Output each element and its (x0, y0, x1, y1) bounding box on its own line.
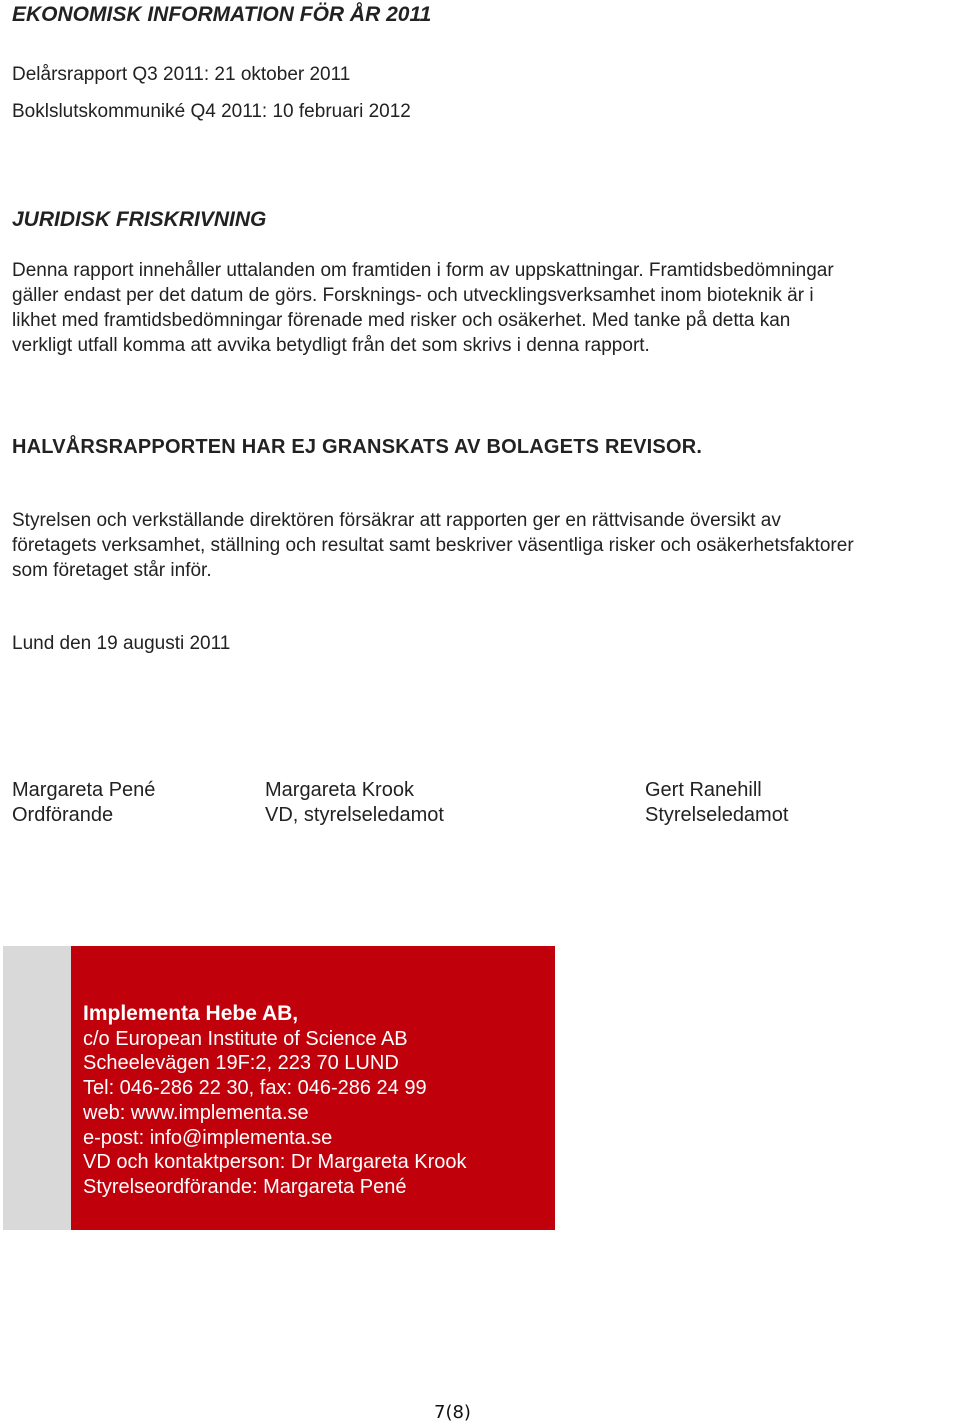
contact-phone-fax: Tel: 046-286 22 30, fax: 046-286 24 99 (83, 1077, 427, 1100)
disclaimer-line: verkligt utfall komma att avvika betydligt från det som skrivs i denna rapport. (12, 335, 650, 356)
signatory-role: Ordförande (12, 804, 114, 826)
contact-person: VD och kontaktperson: Dr Margareta Krook (83, 1151, 467, 1174)
place-date: Lund den 19 augusti 2011 (12, 633, 231, 654)
assurance-line: som företaget står inför. (12, 560, 212, 581)
contact-board-chair: Styrelseordförande: Margareta Pené (83, 1175, 407, 1198)
contact-web: web: www.implementa.se (83, 1101, 309, 1124)
contact-details (83, 1002, 467, 1200)
contact-address: Scheelevägen 19F:2, 223 70 LUND (83, 1052, 399, 1075)
economic-info-heading: EKONOMISK INFORMATION FÖR ÅR 2011 (12, 3, 432, 26)
assurance-line: företagets verksamhet, ställning och resultat samt beskriver väsentliga risker och osäkerhetsfaktorer (12, 535, 854, 556)
signatory-role: VD, styrelseledamot (265, 804, 444, 826)
contact-care-of: c/o European Institute of Science AB (83, 1027, 408, 1050)
assurance-line: Styrelsen och verkställande direktören försäkrar att rapporten ger en rättvisande översikt av (12, 510, 781, 531)
contact-box (71, 946, 555, 1230)
place-date-section (12, 631, 230, 656)
company-name: Implementa Hebe AB, (83, 1002, 299, 1025)
contact-email: e-post: info@implementa.se (83, 1126, 333, 1149)
contact-box-side-bar (3, 946, 71, 1230)
signatory-ceo (265, 778, 444, 828)
audit-notice: HALVÅRSRAPPORTEN HAR EJ GRANSKATS AV BOLAGETS REVISOR. (12, 436, 703, 458)
disclaimer-line: gäller endast per det datum de görs. Forsknings- och utvecklingsverksamhet inom bioteknik är i (12, 285, 814, 306)
report-date-q3: Delårsrapport Q3 2011: 21 oktober 2011 (12, 64, 351, 85)
audit-notice-section (12, 434, 702, 460)
disclaimer-heading: JURIDISK FRISKRIVNING (12, 208, 267, 231)
signatory-board-member (645, 778, 788, 828)
disclaimer-section (12, 207, 266, 233)
page-number: 7(8) (434, 1402, 471, 1423)
signatory-role: Styrelseledamot (645, 804, 789, 826)
signatory-name: Margareta Pené (12, 779, 156, 801)
economic-info-dates (12, 62, 411, 124)
disclaimer-line: likhet med framtidsbedömningar förenade med risker och osäkerhet. Med tanke på detta kan (12, 310, 791, 331)
signatory-chair (12, 778, 155, 828)
signatory-name: Margareta Krook (265, 779, 414, 801)
disclaimer-text (12, 258, 834, 358)
signatory-name: Gert Ranehill (645, 779, 762, 801)
assurance-section (12, 508, 854, 583)
economic-info-section (12, 2, 431, 28)
report-date-q4: Boklslutskommuniké Q4 2011: 10 februari 2012 (12, 101, 411, 122)
disclaimer-line: Denna rapport innehåller uttalanden om framtiden i form av uppskattningar. Framtidsbedömningar (12, 260, 834, 281)
